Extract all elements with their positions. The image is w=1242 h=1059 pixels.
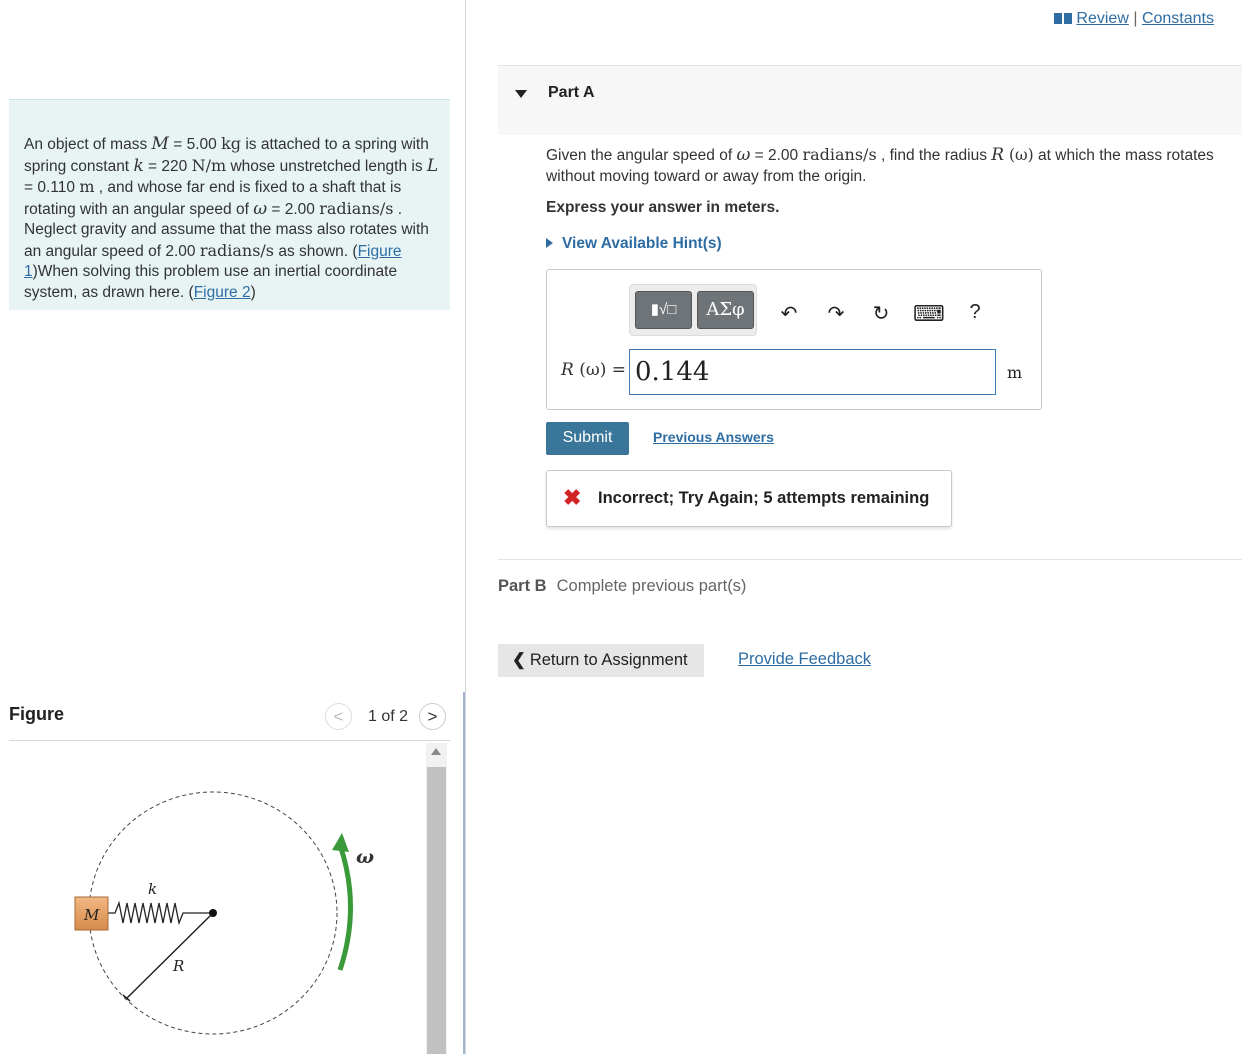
expand-triangle-icon <box>546 238 553 248</box>
radius-line <box>127 913 213 998</box>
problem-text-segment: = 0.110 <box>24 179 80 196</box>
math-toolbar-group <box>629 284 757 336</box>
figure-scrollbar[interactable] <box>426 743 447 1054</box>
figure-image <box>9 742 425 1054</box>
unit-rad-per-s: radians/s <box>199 240 275 260</box>
keyboard-icon[interactable]: ⌨ <box>913 301 945 326</box>
reset-icon[interactable]: ↻ <box>872 303 890 325</box>
column-divider <box>465 0 466 1054</box>
radius-symbol: R <box>991 145 1005 165</box>
link-separator: | <box>1133 10 1138 27</box>
problem-text-segment: whose unstretched length is <box>226 157 427 175</box>
greek-symbols-button[interactable]: ΑΣφ <box>697 291 754 329</box>
part-a-question <box>546 144 1236 187</box>
omega-symbol: ω <box>736 145 751 165</box>
part-separator <box>498 559 1242 560</box>
question-text-segment: = 2.00 <box>750 147 803 164</box>
unit-n-per-m: N/m <box>191 155 227 175</box>
radius-label: R <box>173 957 185 975</box>
answer-input[interactable]: 0.144 <box>629 349 996 395</box>
pivot-point <box>209 909 217 917</box>
part-a-title: Part A <box>548 84 595 101</box>
return-to-assignment-button[interactable] <box>498 644 704 677</box>
question-text-segment: at which the mass rotates without moving toward or away from the origin. <box>546 147 1214 185</box>
chevron-left-icon: ❮ <box>512 651 526 669</box>
problem-text-segment: is attached to a spring with spring constant <box>24 136 429 175</box>
mass-symbol: M <box>151 134 169 154</box>
answer-label-rest: (ω) = <box>573 360 626 380</box>
radius-symbol: R <box>561 360 574 380</box>
part-b-status: Complete previous part(s) <box>556 577 747 595</box>
question-text-segment: , find the radius <box>876 147 992 164</box>
return-label: Return to Assignment <box>529 651 688 669</box>
problem-text <box>24 134 439 303</box>
mass-label: M <box>84 906 100 924</box>
problem-text-segment: as shown. ( <box>274 242 358 260</box>
answer-unit: m <box>1007 363 1023 382</box>
unit-rad-per-s: radians/s <box>319 198 394 218</box>
problem-text-segment: . Neglect gravity and assume that the mass also rotates with an angular speed of 2.00 <box>24 200 429 260</box>
problem-text-segment: )When solving this problem use an inertial coordinate system, as drawn here. ( <box>24 263 398 301</box>
figure-next-button[interactable]: > <box>419 703 446 730</box>
book-icon <box>1054 13 1072 24</box>
figure-header <box>9 700 450 741</box>
spring-constant-symbol: k <box>133 155 144 176</box>
scroll-up-arrow-icon[interactable] <box>431 748 441 755</box>
feedback-text: Incorrect; Try Again; 5 attempts remaining <box>598 489 930 507</box>
answer-instructions: Express your answer in meters. <box>546 199 780 216</box>
submit-button[interactable]: Submit <box>546 422 629 455</box>
figure-1-link[interactable]: Figure 1 <box>24 242 402 280</box>
figure-pager: 1 of 2 <box>368 708 409 725</box>
figure-title: Figure <box>9 704 65 724</box>
problem-text-segment: An object of mass <box>24 136 152 153</box>
part-a-header[interactable] <box>498 65 1242 135</box>
problem-text-segment: = 2.00 <box>267 200 320 218</box>
rotation-arrow-head <box>332 833 349 852</box>
problem-text-segment: ) <box>250 283 256 301</box>
omega-label: ω <box>356 846 375 868</box>
spring <box>108 903 213 923</box>
incorrect-x-icon: ✖ <box>563 485 582 510</box>
rotation-arrow <box>340 845 351 970</box>
unit-rad-per-s: radians/s <box>802 145 877 164</box>
undo-icon[interactable]: ↶ <box>780 303 798 325</box>
view-hints-label: View Available Hint(s) <box>562 235 722 252</box>
help-icon[interactable]: ? <box>969 301 981 323</box>
scrollbar-thumb[interactable] <box>427 767 446 1054</box>
problem-statement <box>9 99 450 310</box>
part-b-header <box>498 577 746 596</box>
answer-box <box>546 269 1042 410</box>
provide-feedback-link[interactable]: Provide Feedback <box>738 650 871 668</box>
answer-label <box>561 360 626 380</box>
templates-button[interactable]: ▮√□ <box>635 291 692 329</box>
feedback-message <box>546 470 952 527</box>
view-hints-toggle[interactable] <box>546 235 722 253</box>
problem-text-segment: , and whose far end is fixed to a shaft that is rotating with an angular speed of <box>24 179 402 218</box>
radius-argument: (ω) <box>1004 146 1034 164</box>
problem-text-segment: = 5.00 <box>168 136 222 153</box>
redo-icon[interactable]: ↷ <box>827 303 845 325</box>
collapse-triangle-icon[interactable] <box>515 90 527 98</box>
spring-label: k <box>148 880 158 898</box>
figure-column-edge <box>463 692 465 1054</box>
problem-text-segment: = 220 <box>143 157 192 175</box>
question-text-segment: Given the angular speed of <box>546 147 737 164</box>
rotating-mass-diagram <box>9 742 425 1054</box>
length-symbol: L <box>426 155 439 176</box>
previous-answers-link[interactable]: Previous Answers <box>653 429 774 445</box>
unit-m: m <box>79 177 95 196</box>
review-link[interactable]: Review <box>1076 10 1129 27</box>
unit-kg: kg <box>221 134 242 153</box>
constants-link[interactable]: Constants <box>1141 10 1214 27</box>
part-b-title: Part B <box>498 577 547 595</box>
figure-2-link[interactable]: Figure 2 <box>193 283 251 301</box>
top-links <box>1054 10 1214 28</box>
figure-prev-button[interactable]: < <box>325 703 352 730</box>
omega-symbol: ω <box>253 198 268 219</box>
